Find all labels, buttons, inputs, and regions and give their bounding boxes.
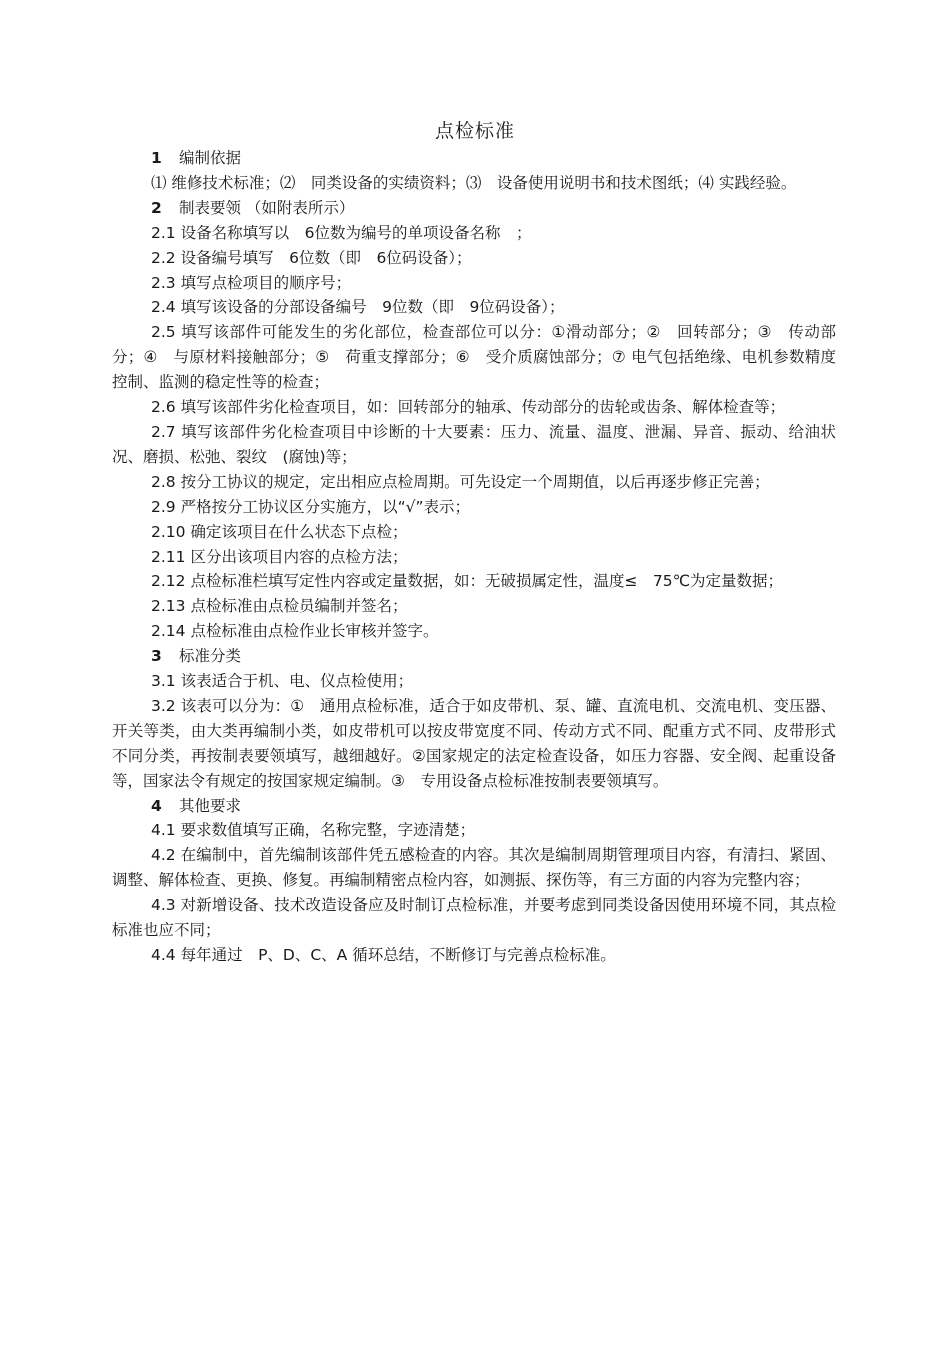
section-1: [112, 146, 836, 196]
section-heading: [112, 146, 836, 171]
paragraph: 2.8 按分工协议的规定，定出相应点检周期。可先设定一个周期值，以后再逐步修正完善；: [151, 472, 770, 491]
section-2: [112, 196, 836, 644]
paragraph: 2.4 填写该设备的分部设备编号 9位数（即 9位码设备）；: [151, 298, 565, 317]
section-heading: [112, 644, 836, 669]
section-number: 4: [151, 796, 162, 815]
paragraph: 4.3 对新增设备、技术改造设备应及时制订点检标准，并要考虑到同类设备因使用环境不同，其点检标准也应不同；: [112, 896, 836, 940]
paragraph: 3.2 该表可以分为：① 通用点检标准，适合于如皮带机、泵、罐、直流电机、交流电机、变压器、开关等类，由大类再编制小类，如皮带机可以按皮带宽度不同、传动方式不同、配重方式不同、皮带形式不同分类，再按制表要领填写，越细越好。②国家规定的法定检查设备，如压力容器、安全阀、起重设备等，国家法令有规定的按国家规定编制。③ 专用设备点检标准按制表要领填写。: [112, 696, 836, 790]
section-title: 标准分类: [179, 647, 242, 666]
section-4: [112, 794, 836, 968]
document-title: 点检标准: [434, 120, 515, 142]
paragraph: 2.5 填写该部件可能发生的劣化部位，检查部位可以分：①滑动部分；② 回转部分；③ 传动部分；④ 与原材料接触部分；⑤ 荷重支撑部分；⑥ 受介质腐蚀部分；⑦ 电气包括绝缘、电机参数精度控制、监测的稳定性等的检查；: [112, 323, 836, 392]
paragraph: 2.7 填写该部件劣化检查项目中诊断的十大要素：压力、流量、温度、泄漏、异音、振动、给油状况、磨损、松弛、裂纹 (腐蚀)等；: [112, 422, 836, 466]
paragraph: 2.1 设备名称填写以 6位数为编号的单项设备名称 ；: [151, 223, 532, 242]
paragraph: 2.12 点检标准栏填写定性内容或定量数据，如：无破损属定性，温度≤ 75℃为定量数据；: [151, 572, 784, 591]
section-heading: [112, 196, 836, 221]
document-body: [112, 146, 836, 968]
section-3: [112, 644, 836, 793]
paragraph: 2.13 点检标准由点检员编制并签名；: [151, 597, 408, 616]
paragraph: 2.9 严格按分工协议区分实施方，以“√”表示；: [151, 497, 471, 516]
section-title: 其他要求: [179, 796, 242, 815]
paragraph: 3.1 该表适合于机、电、仪点检使用；: [151, 672, 414, 691]
paragraph: 4.2 在编制中，首先编制该部件凭五感检查的内容。其次是编制周期管理项目内容，有清扫、紧固、调整、解体检查、更换、修复。再编制精密点检内容，如测振、探伤等，有三方面的内容为完整内容；: [112, 846, 836, 890]
section-title: 编制依据: [179, 149, 242, 167]
section-title: 制表要领 （如附表所示）: [179, 198, 355, 217]
paragraph: 2.6 填写该部件劣化检查项目，如：回转部分的轴承、传动部分的齿轮或齿条、解体检查等；: [151, 398, 786, 417]
section-number: 2: [151, 198, 162, 217]
paragraph: 2.3 填写点检项目的顺序号；: [151, 273, 352, 292]
paragraph: ⑴ 维修技术标准；⑵ 同类设备的实绩资料；⑶ 设备使用说明书和技术图纸；⑷ 实践经验。: [151, 173, 797, 192]
section-number: 1: [151, 149, 162, 167]
paragraph: 2.2 设备编号填写 6位数（即 6位码设备）；: [151, 248, 472, 267]
paragraph: 2.10 确定该项目在什么状态下点检；: [151, 522, 408, 541]
paragraph: 2.14 点检标准由点检作业长审核并签字。: [151, 622, 439, 641]
section-number: 3: [151, 647, 162, 666]
section-heading: [112, 794, 836, 819]
paragraph: 4.1 要求数值填写正确，名称完整，字迹清楚；: [151, 821, 476, 840]
paragraph: 4.4 每年通过 P、D、C、A 循环总结，不断修订与完善点检标准。: [151, 946, 616, 964]
paragraph: 2.11 区分出该项目内容的点检方法；: [151, 547, 408, 566]
